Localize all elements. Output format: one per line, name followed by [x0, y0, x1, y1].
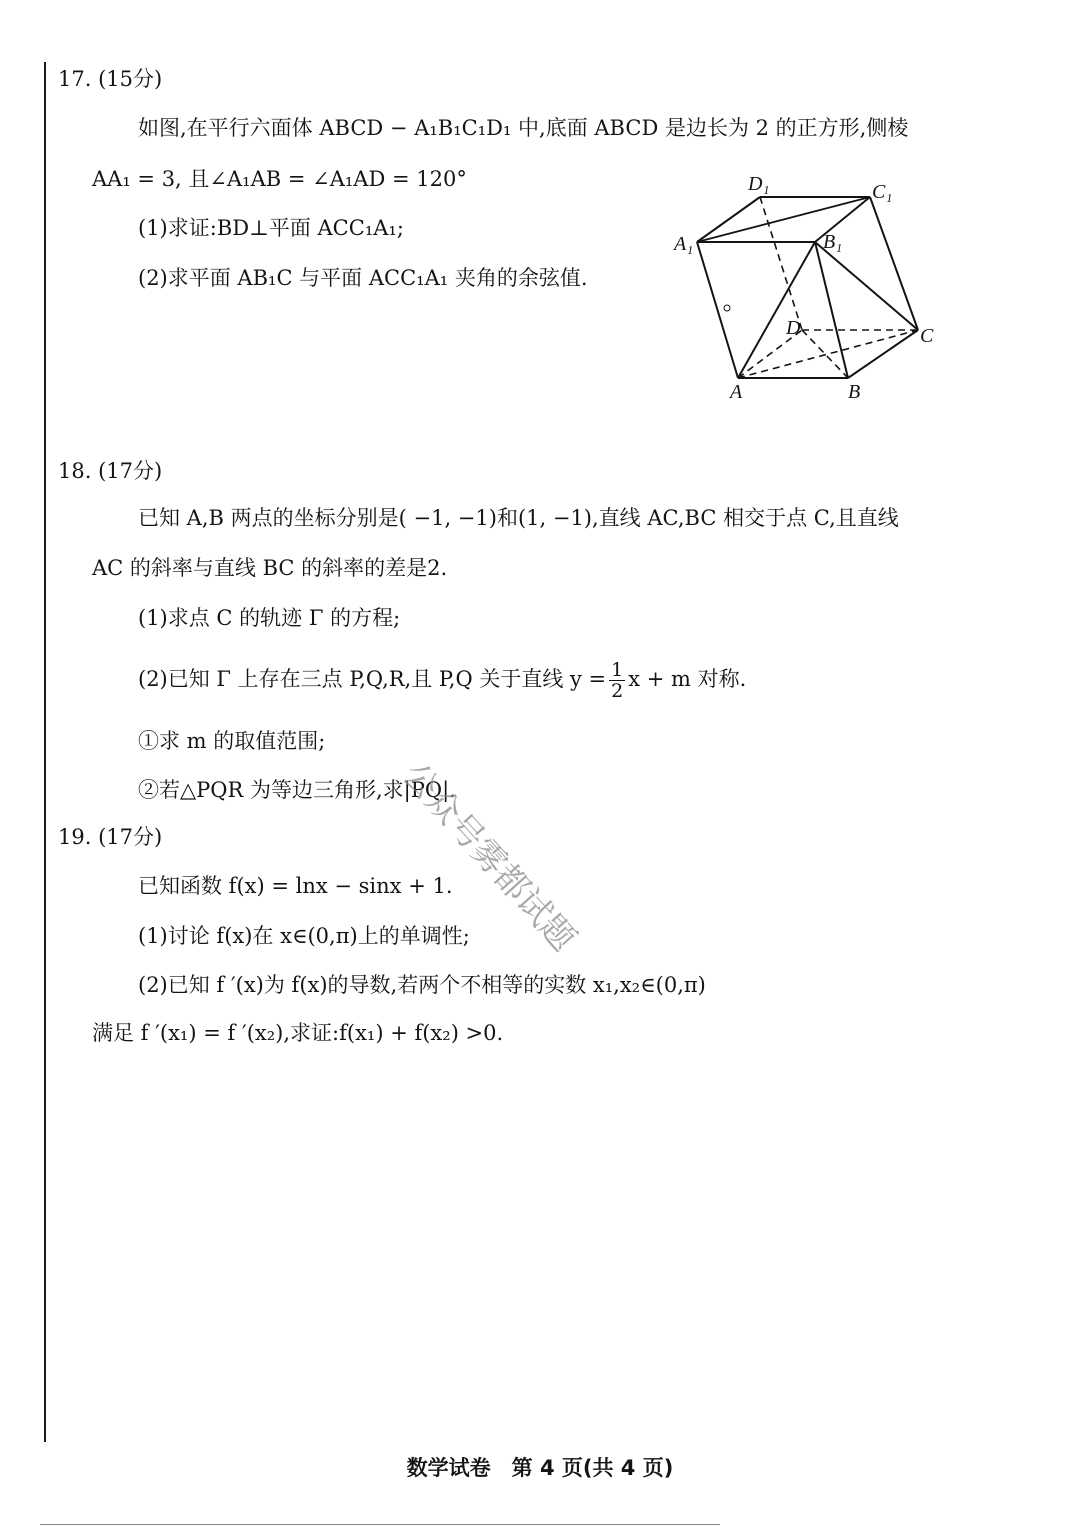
label-D1: D₁: [748, 173, 770, 195]
q17-header: 17. (15分): [58, 67, 163, 91]
q19-part-2: (2)已知 f ′(x)为 f(x)的导数,若两个不相等的实数 x₁,x₂∈(0,π): [138, 973, 706, 997]
label-B: B: [848, 381, 861, 403]
q19-stem: 已知函数 f(x) = lnx − sinx + 1.: [138, 874, 453, 898]
edge-b-c: [848, 330, 918, 378]
q18-part-2-text-before: (2)已知 Γ 上存在三点 P,Q,R,且 P,Q 关于直线 y =: [138, 667, 607, 691]
small-dot: [724, 305, 730, 311]
page-footer: 数学试卷 第 4 页(共 4 页): [406, 1456, 674, 1480]
fraction-numerator: 1: [611, 659, 624, 681]
q18-sub-2: ②若△PQR 为等边三角形,求|PQ|.: [138, 778, 456, 802]
fraction-denominator: 2: [611, 680, 624, 702]
q18-part-2: [138, 660, 746, 701]
label-A1: A₁: [674, 233, 694, 255]
label-B1: B₁: [823, 231, 843, 253]
watermark: 公众号雾都试题: [394, 755, 584, 959]
edge-b1-b: [815, 242, 848, 378]
q18-sub-1: ①求 m 的取值范围;: [138, 729, 326, 753]
q18-part-1: (1)求点 C 的轨迹 Γ 的方程;: [138, 606, 401, 630]
q17-part-2: (2)求平面 AB₁C 与平面 ACC₁A₁ 夹角的余弦值.: [138, 266, 588, 290]
parallelepiped-figure: [660, 160, 960, 410]
diag-a-c: [738, 330, 918, 378]
edge-a1-d1: [697, 197, 760, 242]
fraction-one-half: [609, 660, 625, 701]
q18-stem-line-1: 已知 A,B 两点的坐标分别是( −1, −1)和(1, −1),直线 AC,BC 相交于点 C,且直线: [138, 506, 899, 530]
q19-part-1: (1)讨论 f(x)在 x∈(0,π)上的单调性;: [138, 924, 470, 948]
margin-line: [44, 62, 46, 1442]
label-C: C: [920, 325, 934, 347]
q19-part-2-cont: 满足 f ′(x₁) = f ′(x₂),求证:f(x₁) + f(x₂) >0.: [92, 1021, 504, 1045]
edge-a1-a: [697, 242, 738, 378]
q18-stem-line-2: AC 的斜率与直线 BC 的斜率的差是2.: [92, 556, 448, 580]
segment-a-b1: [738, 242, 815, 378]
label-C1: C₁: [872, 181, 893, 203]
q17-part-1: (1)求证:BD⊥平面 ACC₁A₁;: [138, 216, 404, 240]
bottom-rule: [40, 1524, 720, 1525]
q19-header: 19. (17分): [58, 825, 163, 849]
label-A: A: [730, 381, 743, 403]
q18-header: 18. (17分): [58, 459, 163, 483]
q17-stem-line-1: 如图,在平行六面体 ABCD − A₁B₁C₁D₁ 中,底面 ABCD 是边长为 2 的正方形,侧棱: [138, 116, 909, 140]
label-D: D: [786, 317, 801, 339]
q17-stem-line-2: AA₁ = 3, 且∠A₁AB = ∠A₁AD = 120°: [92, 167, 467, 191]
q18-part-2-text-after: x + m 对称.: [628, 667, 747, 691]
